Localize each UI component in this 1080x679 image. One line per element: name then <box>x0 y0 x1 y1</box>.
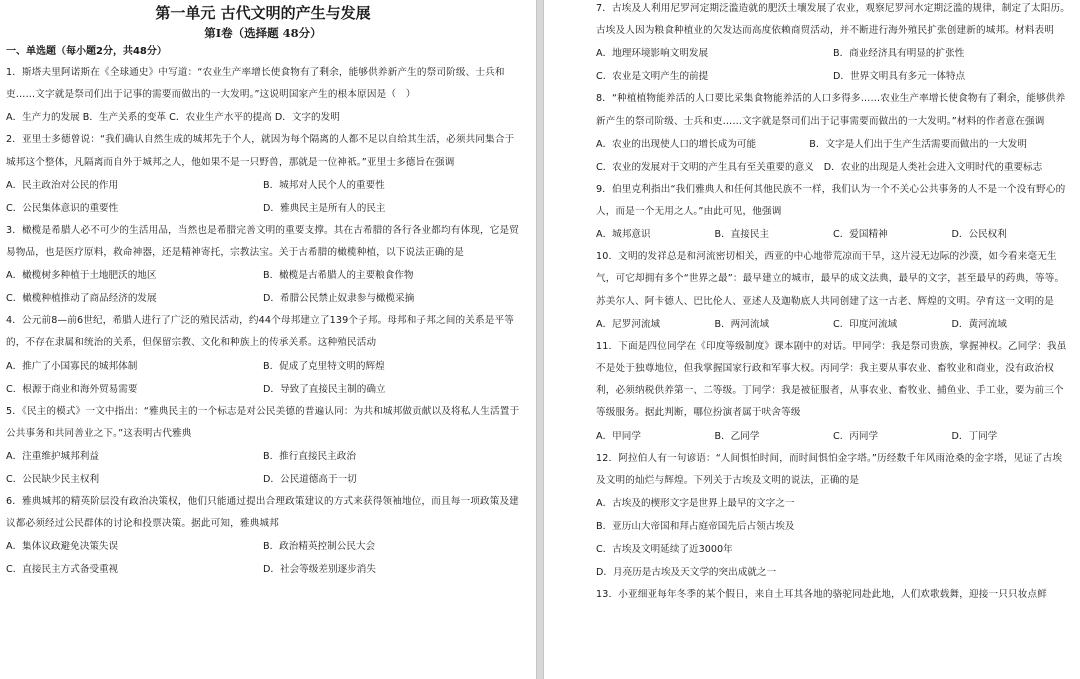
question-10 <box>596 246 1070 336</box>
question-options <box>596 515 1070 538</box>
question-options <box>6 197 520 220</box>
option-b: B．城邦对人民个人的重要性 <box>263 179 385 191</box>
question-3 <box>6 220 520 310</box>
question-stem: 1．斯塔夫里阿诺斯在《全球通史》中写道：“农业生产率增长使食物有了剩余，能够供养新产生的祭司阶级、士兵和吏……文字就是祭司们出于记事的需要而做出的一大发明。”这说明国家产生的根本原因是（ ） <box>6 67 505 101</box>
option-b: B．乙同学 <box>714 430 760 442</box>
option-a: A．民主政治对公民的作用 <box>6 179 119 191</box>
option-d: D．公民权利 <box>951 229 1007 241</box>
question-stem: 10．文明的发祥总是和河流密切相关，西亚的中心地带荒凉而干旱，这片浸无边际的沙漠，如今看来毫无生气，可它却拥有多个“世界之最”：最早建立的城市，最早的成文法典，最早的文字，甚至最早的药典，等等。苏美尔人、阿卡德人、巴比伦人、亚述人及迦勒底人共同创建了这一古老、辉煌的文明。孕育这一文明的是 <box>596 251 1065 307</box>
option-c: C．公民集体意识的重要性 <box>6 202 119 214</box>
option-c: C．丙同学 <box>833 430 879 442</box>
option-b: B．文字是人们出于生产生活需要而做出的一大发明 <box>809 138 1027 150</box>
option-c: C．爱国精神 <box>833 229 888 241</box>
question-options <box>6 558 520 581</box>
question-stem: 8．“种植植物能养活的人口要比采集食物能养活的人口多得多……农业生产率增长使食物有了剩余，能够供养新产生的祭司阶级、士兵和吏……文字就是祭司们出于记事需要而做出的一大发明。”材料的作者意在强调 <box>596 93 1066 127</box>
question-options <box>6 174 520 197</box>
page-gutter <box>536 0 544 679</box>
option-a: A．尼罗河流域 <box>596 318 661 330</box>
option-d: D．公民道德高于一切 <box>263 474 357 486</box>
question-options <box>6 355 520 378</box>
option-b: B．促成了克里特文明的辉煌 <box>263 360 385 372</box>
option-a: A．农业的出现使人口的增长成为可能 <box>596 138 757 150</box>
question-8 <box>596 88 1070 178</box>
option-d: D．月亮历是古埃及天文学的突出成就之一 <box>596 567 777 579</box>
question-stem: 7．古埃及人利用尼罗河定期泛滥造就的肥沃土壤发展了农业，观察尼罗河水定期泛滥的规律，制定了太阳历。古埃及人因为粮食种植业的欠发达而高度依赖商贸活动，并不断进行海外殖民扩张创建新的城邦。材料表明 <box>596 3 1070 37</box>
option-a: A．古埃及的楔形文字是世界上最早的文字之一 <box>596 498 795 510</box>
option-d: D．世界文明具有多元一体特点 <box>833 71 966 83</box>
option-d: D．丁同学 <box>951 430 998 442</box>
question-stem: 13．小亚细亚每年冬季的某个假日，来自土耳其各地的骆驼同赴此地，人们欢歌载舞，迎接一只只妆点鲜 <box>596 589 1047 601</box>
page-left <box>0 0 536 679</box>
page-left-content <box>0 2 536 581</box>
question-options <box>596 425 1070 448</box>
option-d: D．导致了直接民主制的确立 <box>263 383 386 395</box>
option-d: D．黄河流域 <box>951 318 1007 330</box>
option-c: C．根源于商业和海外贸易需要 <box>6 383 138 395</box>
option-b: B．两河流域 <box>714 318 770 330</box>
question-4 <box>6 310 520 400</box>
question-options <box>6 468 520 491</box>
section-heading: 一、单选题（每小题2分，共48分） <box>6 46 167 57</box>
question-options <box>6 445 520 468</box>
option-c: C．公民缺少民主权利 <box>6 474 100 486</box>
option-c: C．农业的发展对于文明的产生具有至关重要的意义 <box>596 161 814 173</box>
option-c: C．直接民主方式备受重视 <box>6 564 119 576</box>
option-c: C．古埃及文明延续了近3000年 <box>596 544 733 556</box>
option-d: D．雅典民主是所有人的民主 <box>263 202 386 214</box>
question-options: A．生产力的发展 B．生产关系的变革 C．农业生产水平的提高 D．文字的发明 <box>6 112 340 124</box>
question-2 <box>6 129 520 219</box>
question-options <box>596 538 1070 561</box>
option-d: D．社会等级差别逐步消失 <box>263 564 376 576</box>
question-stem: 3．橄榄是希腊人必不可少的生活用品，当然也是希腊完善文明的重要支撑。其在古希腊的各行各业都均有体现，它是贸易物品，也是医疗原料，救命神器，还是精神寄托，宗教法宝。关于古希腊的橄榄种植，以下说法正确的是 <box>6 224 519 259</box>
question-options <box>6 287 520 310</box>
question-stem: 2．亚里士多德曾说：“我们确认自然生成的城邦先于个人，就因为每个隔离的人都不足以自给其生活，必须共同集合于城邦这个整体，凡隔离而自外于城邦之人，他如果不是一只野兽，那就是一位神祇。”亚里士多德旨在强调 <box>6 134 515 168</box>
option-b: B．橄榄是古希腊人的主要粮食作物 <box>263 270 414 282</box>
option-a: A．城邦意识 <box>596 229 651 241</box>
unit-title: 第一单元 古代文明的产生与发展 <box>155 4 371 22</box>
question-5 <box>6 401 520 491</box>
question-options <box>596 492 1070 515</box>
option-b: B．政治精英控制公民大会 <box>263 541 376 553</box>
paper-subtitle: 第Ⅰ卷（选择题 48分） <box>204 26 322 40</box>
page-right-content <box>544 0 1080 606</box>
question-options <box>596 223 1070 246</box>
question-stem: 4．公元前8—前6世纪，希腊人进行了广泛的殖民活动，约44个母邦建立了139个子邦。母邦和子邦之间的关系是平等的，不存在隶属和统治的关系，但保留宗教、文化和种族上的传承关系。这种殖民活动 <box>6 315 514 349</box>
question-options <box>6 535 520 558</box>
option-a: A．地理环境影响文明发展 <box>596 48 709 60</box>
question-9 <box>596 179 1070 246</box>
question-options <box>596 65 1070 88</box>
option-b: B．亚历山大帝国和拜占庭帝国先后占领古埃及 <box>596 521 795 533</box>
option-c: C．农业是文明产生的前提 <box>596 71 709 83</box>
option-c: C．印度河流域 <box>833 318 898 330</box>
question-options <box>596 561 1070 584</box>
option-a: A．集体议政避免决策失误 <box>6 541 119 553</box>
question-options <box>596 156 1070 179</box>
question-stem: 9．伯里克利指出“我们雅典人和任何其他民族不一样，我们认为一个不关心公共事务的人不是一个没有野心的人，而是一个无用之人。”由此可见，他强调 <box>596 183 1066 218</box>
question-6 <box>6 491 520 581</box>
option-b: B．商业经济具有明显的扩张性 <box>833 48 965 60</box>
option-b: B．推行直接民主政治 <box>263 451 356 463</box>
question-stem: 11．下面是四位同学在《印度等级制度》课本剧中的对话。甲同学：我是祭司贵族，掌握神权。乙同学：我虽不是处于独尊地位，但我掌握国家行政和军事大权。丙同学：我主要从事农业、畜牧业和商业，没有政治权利，必须纳税供养第一、二等级。丁同学：我是被征服者，从事农业、畜牧业、捕鱼业、手工业，要为前三个等级服务。据此判断，哪位扮演者属于吠舍等级 <box>596 340 1067 419</box>
question-12 <box>596 448 1070 584</box>
option-d: D．农业的出现是人类社会进入文明时代的重要标志 <box>823 161 1043 173</box>
option-a: A．推广了小国寡民的城邦体制 <box>6 360 138 372</box>
page-right <box>544 0 1080 679</box>
question-options <box>596 313 1070 336</box>
question-1 <box>6 62 520 129</box>
option-c: C．橄榄种植推动了商品经济的发展 <box>6 293 157 305</box>
question-stem: 5．《民主的模式》一文中指出：“雅典民主的一个标志是对公民美德的普遍认同：为共和城邦做贡献以及将私人生活置于公共事务和共同善业之下。”这表明古代雅典 <box>6 405 520 439</box>
option-a: A．橄榄树多种植于土地肥沃的地区 <box>6 270 157 282</box>
question-7 <box>596 0 1070 88</box>
question-stem: 6．雅典城邦的精英阶层没有政治决策权，他们只能通过提出合理政策建议的方式来获得领袖地位，而且每一项政策及建议都必须经过公民群体的讨论和投票决策。据此可知，雅典城邦 <box>6 496 519 530</box>
option-b: B．直接民主 <box>714 229 770 241</box>
option-d: D．希腊公民禁止奴隶参与橄榄采摘 <box>263 293 415 305</box>
question-options <box>596 42 1070 65</box>
question-options <box>6 378 520 401</box>
option-a: A．注重维护城邦利益 <box>6 451 99 463</box>
question-stem: 12．阿拉伯人有一句谚语：“人间惧怕时间，而时间惧怕金字塔。”历经数千年风雨沧桑的金字塔，见证了古埃及文明的灿烂与辉煌。下列关于古埃及文明的说法，正确的是 <box>596 452 1063 486</box>
question-options <box>596 133 1070 156</box>
question-11 <box>596 336 1070 448</box>
option-a: A．甲同学 <box>596 430 641 442</box>
question-13 <box>596 584 1070 606</box>
question-options <box>6 264 520 287</box>
